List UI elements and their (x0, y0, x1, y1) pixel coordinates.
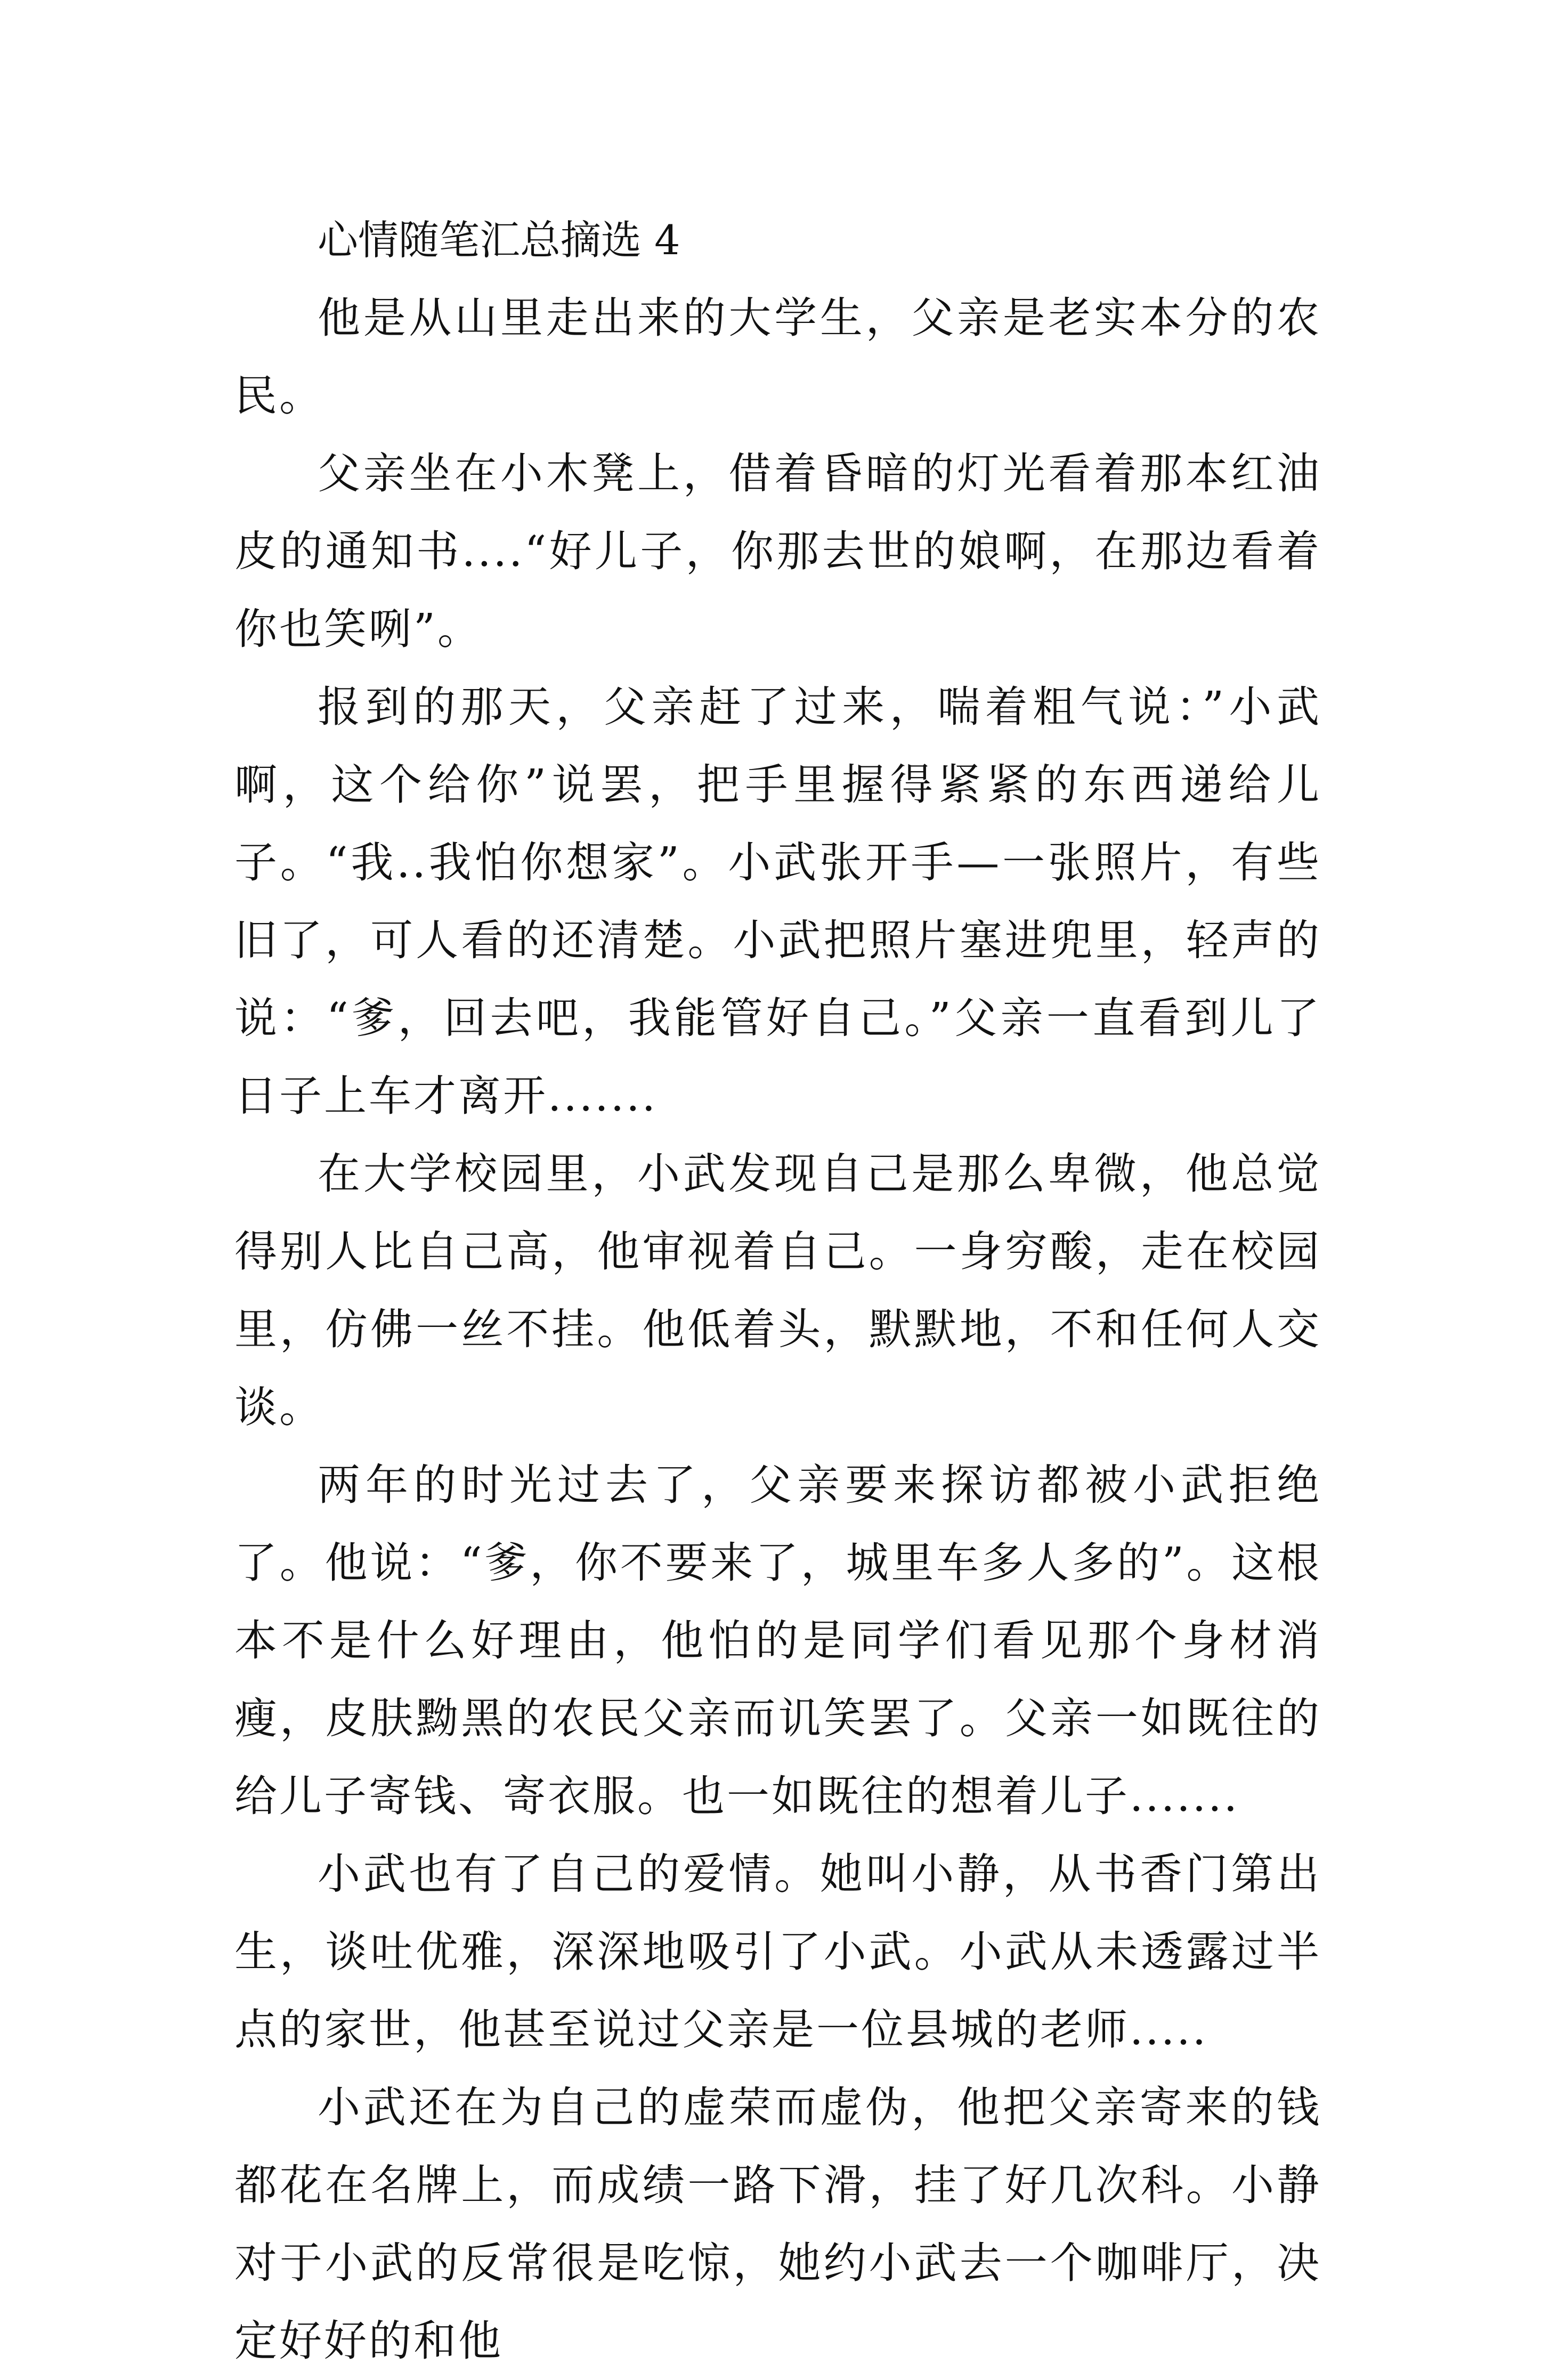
paragraph-1: 他是从山里走出来的大学生，父亲是老实本分的农民。 (234, 293, 1321, 420)
document-body (234, 201, 1321, 2380)
paragraph-4: 在大学校园里，小武发现自己是那么卑微，他总觉得别人比自己高，他审视着自己。一身穷酸，走在校园里，仿佛一丝不挂。他低着头，默默地，不和任何人交谈。 (234, 1149, 1321, 1432)
paragraph-5: 两年的时光过去了，父亲要来探访都被小武拒绝了。他说：“爹，你不要来了，城里车多人多的”。这根本不是什么好理由，他怕的是同学们看见那个身材消瘦，皮肤黝黑的农民父亲而讥笑罢了。父亲一如既往的给儿子寄钱、寄衣服。也一如既往的想着儿子....... (234, 1460, 1321, 1821)
document-title: 心情随笔汇总摘选 4 (318, 216, 680, 264)
paragraph-6: 小武也有了自己的爱情。她叫小静，从书香门第出生，谈吐优雅，深深地吸引了小武。小武从未透露过半点的家世，他甚至说过父亲是一位县城的老师..... (234, 1849, 1321, 2054)
paragraph-2: 父亲坐在小木凳上，借着昏暗的灯光看着那本红油皮的通知书....“好儿子，你那去世的娘啊，在那边看着你也笑咧”。 (234, 449, 1321, 654)
paragraph-7: 小武还在为自己的虚荣而虚伪，他把父亲寄来的钱都花在名牌上，而成绩一路下滑，挂了好几次科。小静对于小武的反常很是吃惊，她约小武去一个咖啡厅，决定好好的和他 (234, 2083, 1321, 2366)
paragraph-3: 报到的那天，父亲赶了过来，喘着粗气说：”小武啊，这个给你”说罢，把手里握得紧紧的东西递给儿子。“我..我怕你想家”。小武张开手—一张照片，有些旧了，可人看的还清楚。小武把照片塞进兜里，轻声的说：“爹，回去吧，我能管好自己。”父亲一直看到儿了日子上车才离开....... (234, 682, 1321, 1121)
